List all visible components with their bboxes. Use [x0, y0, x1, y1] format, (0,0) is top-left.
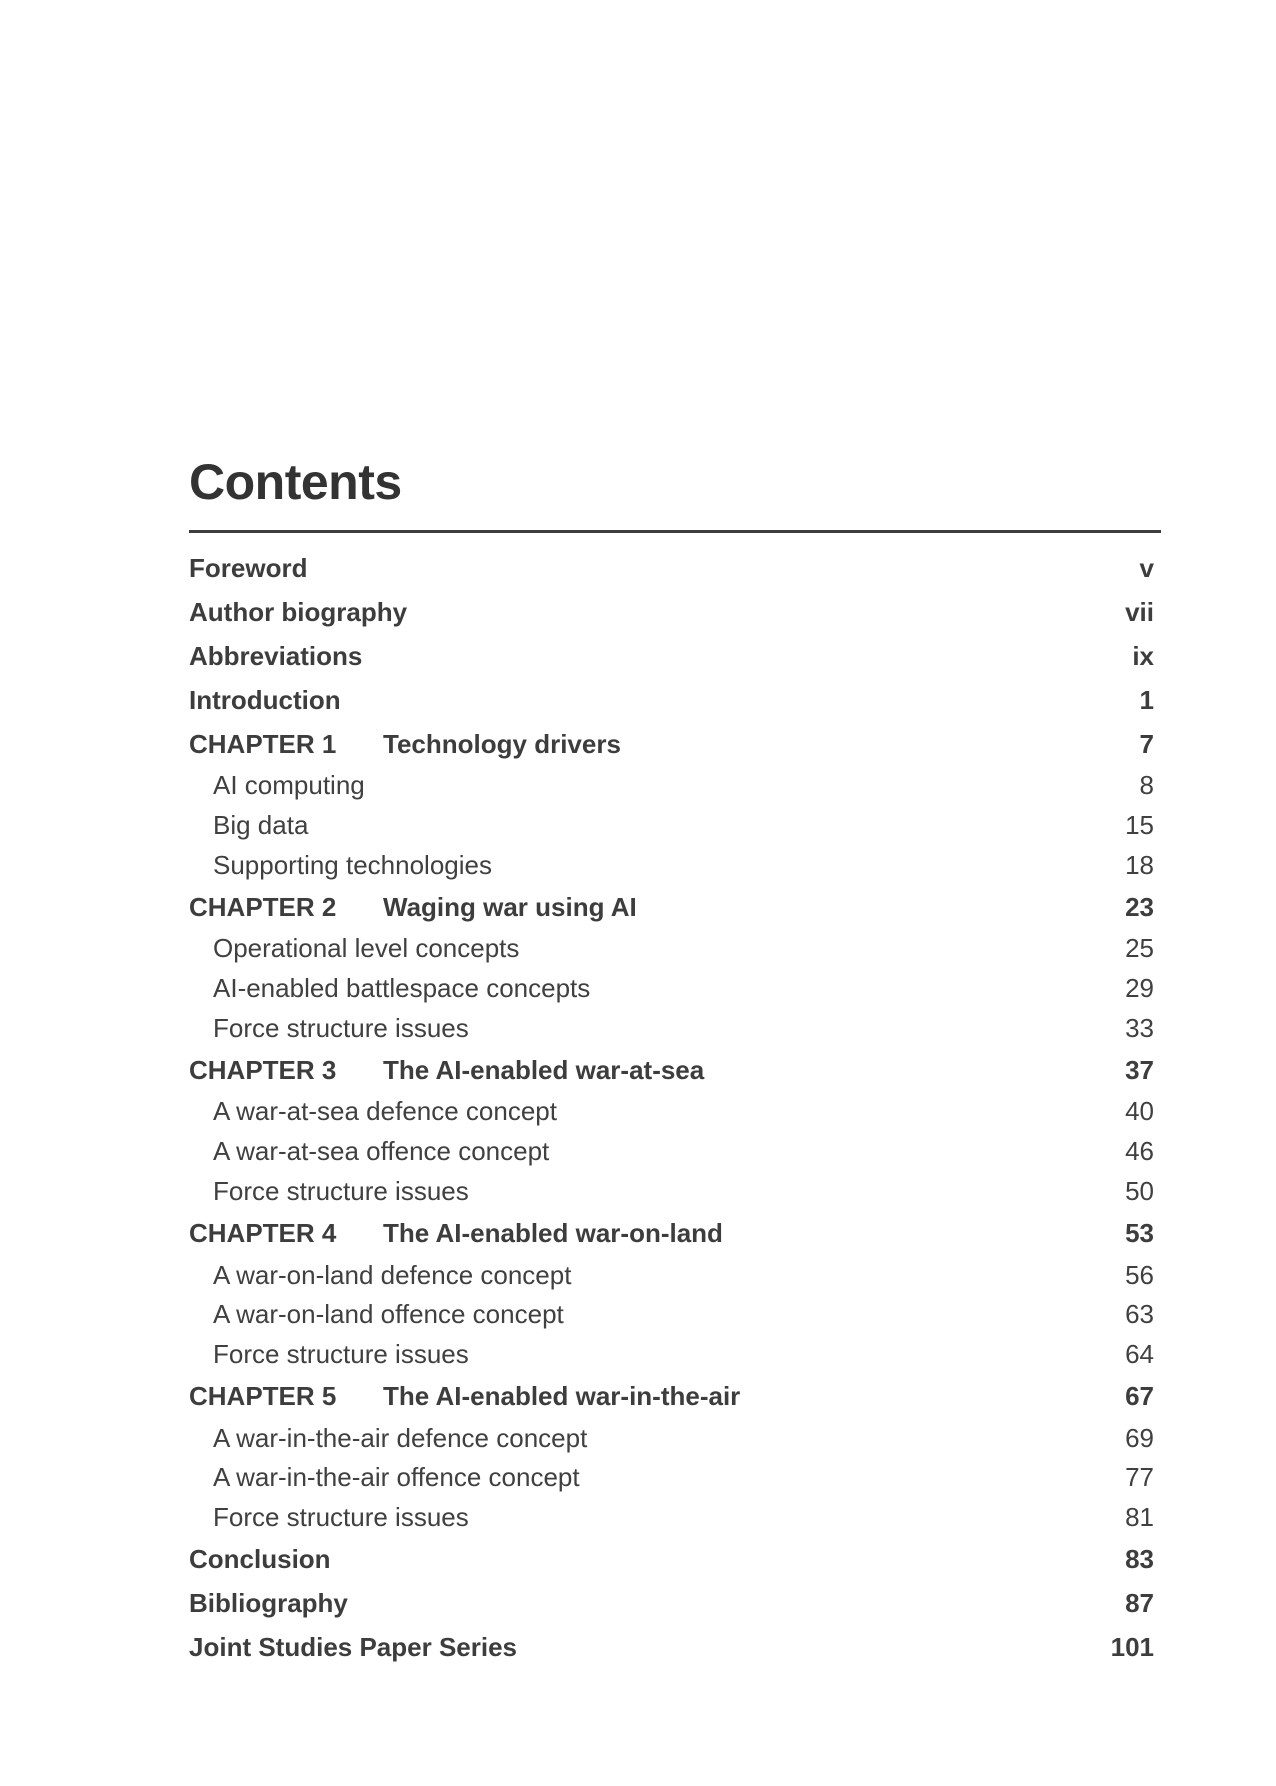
toc-entry[interactable]: [189, 634, 1154, 678]
toc-page-number: 87: [1125, 1587, 1154, 1618]
toc-entry-label: The AI-enabled war-in-the-air: [383, 1380, 741, 1411]
toc-page-number: 46: [1125, 1136, 1154, 1167]
toc-entry-label-group: [213, 1260, 571, 1291]
toc-page-number: 1: [1139, 684, 1154, 715]
toc-section-entry[interactable]: [189, 1295, 1154, 1335]
chapter-number: CHAPTER 5: [189, 1380, 337, 1411]
toc-section-entry[interactable]: [189, 845, 1154, 885]
toc-entry[interactable]: [189, 590, 1154, 634]
toc-entry-label: A war-in-the-air defence concept: [213, 1422, 588, 1453]
toc-entry-label: A war-on-land offence concept: [213, 1299, 564, 1330]
toc-entry-label-group: [189, 597, 407, 628]
toc-section-entry[interactable]: [189, 1335, 1154, 1375]
toc-page-number: 69: [1125, 1422, 1154, 1453]
toc-section-entry[interactable]: [189, 1458, 1154, 1498]
toc-section-entry[interactable]: [189, 1132, 1154, 1172]
toc-section-entry[interactable]: [189, 1418, 1154, 1458]
toc-entry[interactable]: [189, 678, 1154, 722]
toc-entry-label-group: [189, 892, 637, 923]
toc-section-entry[interactable]: [189, 969, 1154, 1009]
toc-page-number: 8: [1139, 770, 1154, 801]
toc-page-number: 67: [1125, 1380, 1154, 1411]
toc-page-number: 33: [1125, 1012, 1154, 1043]
toc-entry-label: Operational level concepts: [213, 933, 520, 964]
toc-entry-label-group: [189, 1588, 348, 1619]
toc-entry-label-group: [213, 1176, 469, 1207]
toc-page-number: 50: [1125, 1175, 1154, 1206]
toc-page-number: 64: [1125, 1338, 1154, 1369]
toc-entry-label-group: [213, 810, 308, 841]
toc-entry-label-group: [213, 850, 492, 881]
toc-entry-label: Joint Studies Paper Series: [189, 1631, 518, 1662]
toc-entry-label: Abbreviations: [189, 640, 363, 671]
toc-page-number: 101: [1110, 1631, 1154, 1662]
toc-page-number: 77: [1125, 1462, 1154, 1493]
toc-entry-label-group: [189, 1381, 740, 1412]
toc-entry-label: AI-enabled battlespace concepts: [213, 973, 591, 1004]
toc-entry-label: A war-at-sea defence concept: [213, 1096, 557, 1127]
toc-entry-label-group: [189, 641, 362, 672]
toc-page-number: 63: [1125, 1299, 1154, 1330]
toc-entry-label-group: [213, 1299, 564, 1330]
toc-entry-label-group: [213, 770, 365, 801]
toc-page-number: v: [1139, 552, 1154, 583]
toc-entry-label: Waging war using AI: [383, 891, 637, 922]
toc-entry-label: Force structure issues: [213, 1338, 469, 1369]
toc-section-entry[interactable]: [189, 1092, 1154, 1132]
chapter-number: CHAPTER 2: [189, 891, 337, 922]
toc-entry-label-group: [213, 1096, 557, 1127]
toc-entry-label: The AI-enabled war-on-land: [383, 1217, 723, 1248]
toc-section-entry[interactable]: [189, 929, 1154, 969]
toc-entry[interactable]: [189, 1537, 1154, 1581]
toc-entry-label-group: [213, 1502, 469, 1533]
toc-chapter-entry[interactable]: [189, 1374, 1154, 1418]
toc-chapter-entry[interactable]: [189, 885, 1154, 929]
toc-entry-label-group: [213, 1423, 587, 1454]
toc-page-number: 25: [1125, 933, 1154, 964]
toc-entry-label: Force structure issues: [213, 1501, 469, 1532]
toc-section-entry[interactable]: [189, 1008, 1154, 1048]
toc-entry-label: Author biography: [189, 596, 408, 627]
toc-page-number: vii: [1125, 596, 1154, 627]
toc-entry-label: Supporting technologies: [213, 849, 492, 880]
toc-entry-label: Force structure issues: [213, 1012, 469, 1043]
toc-entry-label: AI computing: [213, 770, 365, 801]
toc-page-number: 29: [1125, 973, 1154, 1004]
toc-page-number: 40: [1125, 1096, 1154, 1127]
toc-entry-label-group: [189, 1632, 517, 1663]
toc-entry-label-group: [213, 933, 519, 964]
toc-chapter-entry[interactable]: [189, 722, 1154, 766]
toc-section-entry[interactable]: [189, 1172, 1154, 1212]
toc-entry-label-group: [189, 1544, 331, 1575]
toc-entry-label-group: [189, 685, 341, 716]
toc-section-entry[interactable]: [189, 806, 1154, 846]
toc-page-number: ix: [1132, 640, 1154, 671]
toc-page-number: 37: [1125, 1054, 1154, 1085]
toc-section-entry[interactable]: [189, 1255, 1154, 1295]
toc-page-number: 83: [1125, 1543, 1154, 1574]
toc-entry-label-group: [189, 729, 621, 760]
toc-entry-label-group: [213, 973, 590, 1004]
toc-entry-label: Technology drivers: [383, 728, 621, 759]
chapter-number: CHAPTER 4: [189, 1217, 337, 1248]
toc-page-number: 23: [1125, 891, 1154, 922]
toc-entry-label: Introduction: [189, 684, 341, 715]
title-divider: [189, 530, 1161, 533]
toc-page-number: 56: [1125, 1259, 1154, 1290]
toc-page-number: 81: [1125, 1501, 1154, 1532]
toc-entry-label: A war-in-the-air offence concept: [213, 1462, 580, 1493]
toc-entry-label-group: [189, 1218, 723, 1249]
toc-entry[interactable]: [189, 546, 1154, 590]
toc-entry-label: Foreword: [189, 552, 308, 583]
toc-entry-label: Force structure issues: [213, 1175, 469, 1206]
toc-entry-label: A war-at-sea offence concept: [213, 1136, 550, 1167]
contents-page: [189, 452, 1161, 1669]
chapter-number: CHAPTER 3: [189, 1054, 337, 1085]
toc-entry-label: Bibliography: [189, 1587, 348, 1618]
page-title: Contents: [189, 454, 402, 510]
toc-section-entry[interactable]: [189, 1498, 1154, 1538]
toc-entry-label: The AI-enabled war-at-sea: [383, 1054, 705, 1085]
toc-page-number: 53: [1125, 1217, 1154, 1248]
toc-entry-label-group: [189, 1055, 704, 1086]
toc-section-entry[interactable]: [189, 766, 1154, 806]
toc-page-number: 15: [1125, 810, 1154, 841]
toc-entry-label: Big data: [213, 810, 309, 841]
toc-chapter-entry[interactable]: [189, 1211, 1154, 1255]
toc-chapter-entry[interactable]: [189, 1048, 1154, 1092]
toc-entry-label: A war-on-land defence concept: [213, 1259, 572, 1290]
toc-entry[interactable]: [189, 1581, 1154, 1625]
toc-entry-label-group: [213, 1013, 469, 1044]
chapter-number: CHAPTER 1: [189, 728, 337, 759]
toc-entry-label-group: [189, 553, 307, 584]
toc-page-number: 7: [1139, 728, 1154, 759]
toc-entry[interactable]: [189, 1625, 1154, 1669]
toc-page-number: 18: [1125, 849, 1154, 880]
toc-entry-label-group: [213, 1136, 549, 1167]
toc-entry-label-group: [213, 1339, 469, 1370]
toc-entry-label: Conclusion: [189, 1543, 331, 1574]
table-of-contents: [189, 546, 1161, 1669]
toc-entry-label-group: [213, 1462, 580, 1493]
